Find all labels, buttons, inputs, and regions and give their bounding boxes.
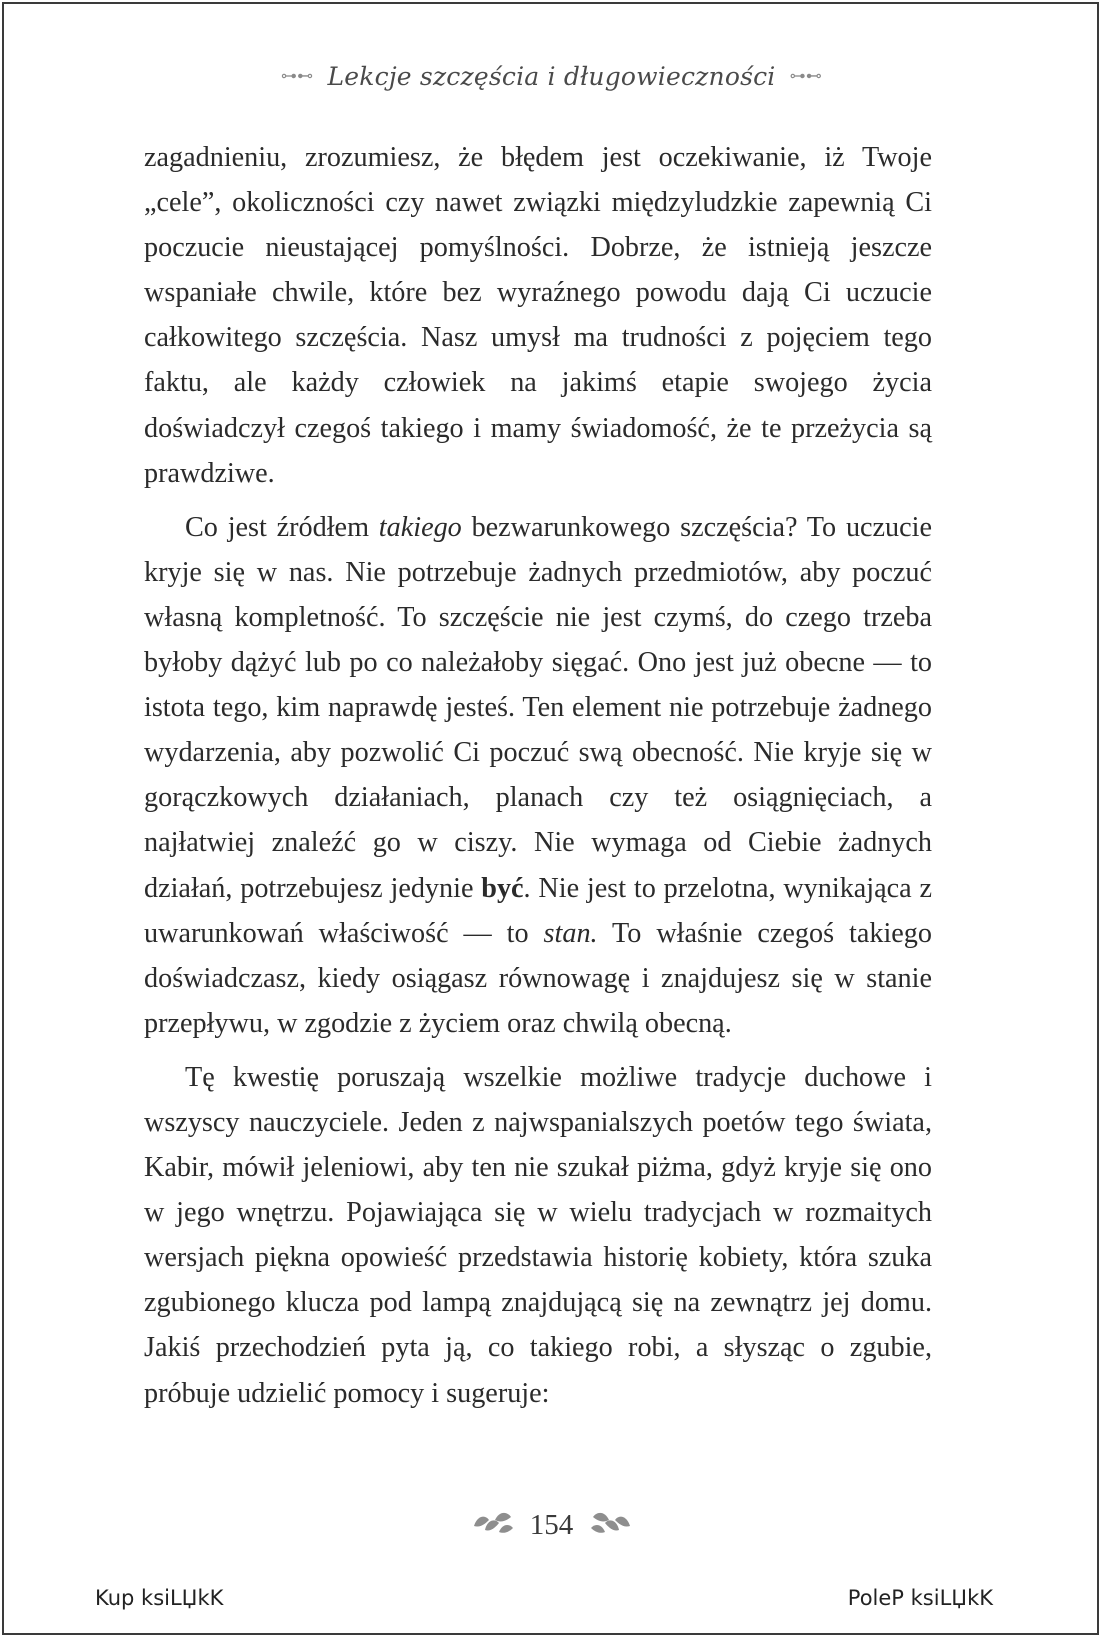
leaf-cluster-icon	[589, 1508, 633, 1536]
paragraph-2	[144, 505, 932, 1046]
paragraph-2-part-2: bezwarunkowego szczęścia? To uczucie kryje się w nas. Nie potrzebuje żadnych przedmiotów, aby poczuć własną kompletność. To szczęście nie jest czymś, do czego trzeba byłoby dążyć lub po co należałoby sięgać. Ono jest już obecne — to istota tego, kim naprawdę jesteś. Ten element nie potrzebuje żadnego wydarzenia, aby pozwolić Ci poczuć swą obecność. Nie kryje się w gorączkowych działaniach, planach czy też osiągnięciach, a najłatwiej znaleźć go w ciszy. Nie wymaga od Ciebie żadnych działań, potrzebujesz jedynie	[144, 511, 933, 904]
paragraph-2-part-3: . Nie jest to przelotna, wynikająca z uwarunkowań właściwość — to	[144, 872, 932, 949]
recommend-book-link[interactable]: PoleP ksiLЏkK	[847, 1586, 993, 1610]
paragraph-2-part-4: To właśnie czegoś takiego doświadczasz, kiedy osiągasz równowagę i znajdujesz się w stanie przepływu, w zgodzie z życiem oraz chwilą obecną.	[144, 917, 932, 1039]
paragraph-2-bold-1: być	[481, 872, 524, 904]
page-number: 154	[529, 1508, 574, 1541]
leaf-cluster-icon	[471, 1508, 515, 1536]
header-ornament-right-icon: ⊶⊷	[789, 66, 823, 85]
running-header-title: Lekcje szczęścia i długowieczności	[327, 62, 776, 91]
body-text	[144, 135, 932, 1425]
paragraph-2-italic-1: takiego	[378, 511, 462, 543]
buy-book-link[interactable]: Kup ksiLЏkK	[95, 1586, 224, 1610]
running-header	[0, 62, 1103, 91]
paragraph-1: zagadnieniu, zrozumiesz, że błędem jest oczekiwanie, iż Twoje „cele”, okoliczności czy nawet związki międzyludzkie zapewnią Ci poczucie nieustającej pomyślności. Dobrze, że istnieją jeszcze wspaniałe chwile, które bez wyraźnego powodu dają Ci uczucie całkowitego szczęścia. Nasz umysł ma trudności z pojęciem tego faktu, ale każdy człowiek na jakimś etapie swojego życia doświadczył czegoś takiego i mamy świadomość, że te przeżycia są prawdziwe.	[144, 142, 932, 489]
paragraph-3: Tę kwestię poruszają wszelkie możliwe tradycje duchowe i wszyscy nauczyciele. Jeden z najwspanialszych poetów tego świata, Kabir, mówił jeleniowi, aby ten nie szukał piżma, gdyż kryje się ono w jego wnętrzu. Pojawiająca się w wielu tradycjach w rozmaitych wersjach piękna opowieść przedstawia historię kobiety, która szuka zgubionego klucza pod lampą znajdującą się na zewnątrz jej domu. Jakiś przechodzień pyta ją, co takiego robi, a słysząc o zgubie, próbuje udzielić pomocy i sugeruje:	[144, 1061, 932, 1409]
paragraph-2-part-1: Co jest źródłem	[185, 511, 379, 543]
paragraph-2-italic-2: stan.	[543, 917, 598, 949]
header-ornament-left-icon: ⊶⊷	[280, 66, 314, 85]
page-number-row	[0, 1507, 1103, 1542]
